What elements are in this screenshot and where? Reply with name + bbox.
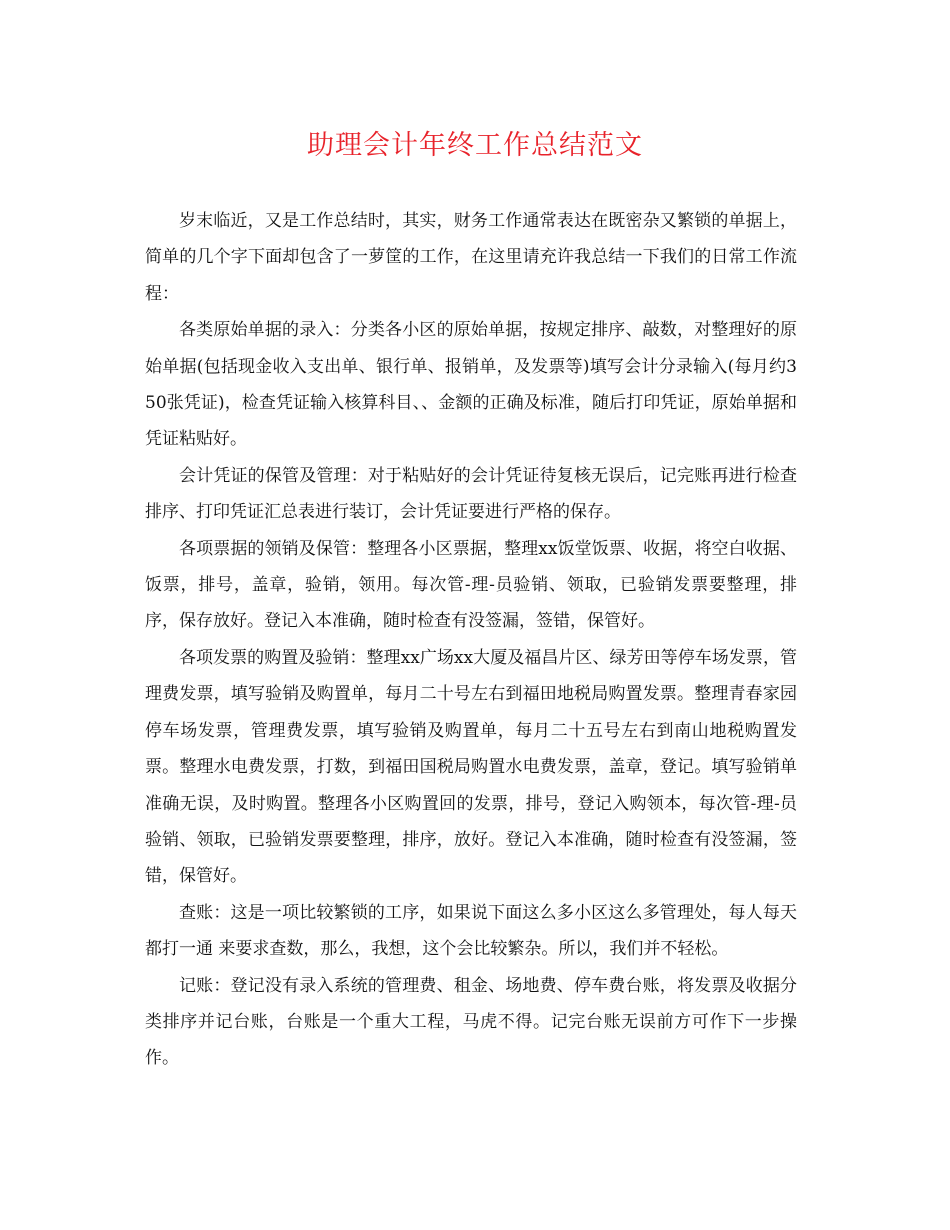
paragraph-bookkeeping: 记账：登记没有录入系统的管理费、租金、场地费、停车费台账，将发票及收据分类排序并记台账，台账是一个重大工程，马虎不得。记完台账无误前方可作下一步操作。: [145, 975, 797, 1069]
paragraph-account-inquiry: 查账：这是一项比较繁锁的工序，如果说下面这么多小区这么多管理处，每人每天都打一通 来要求查数，那么，我想，这个会比较繁杂。所以，我们并不轻松。: [145, 902, 797, 960]
paragraph-invoice-purchase: 各项发票的购置及验销：整理xx广场xx大厦及福昌片区、绿芳田等停车场发票，管理费发票，填写验销及购置单，每月二十号左右到福田地税局购置发票。整理青春家园停车场发票，管理费发票，填写验销及购置单，每月二十五号左右到南山地税购置发票。整理水电费发票，打数，到福田国税局购置水电费发票，盖章，登记。填写验销单准确无误，及时购置。整理各小区购置回的发票，排号，登记入购领本，每次管-理-员验销、领取，已验销发票要整理，排序，放好。登记入本准确，随时检查有没签漏，签错，保管好。: [145, 647, 797, 887]
document-title: 助理会计年终工作总结范文: [307, 130, 643, 161]
paragraph-intro: 岁末临近，又是工作总结时，其实，财务工作通常表达在既密杂又繁锁的单据上，简单的几个字下面却包含了一萝筐的工作，在这里请充许我总结一下我们的日常工作流程：: [145, 211, 797, 304]
paragraph-voucher-management: 会计凭证的保管及管理：对于粘贴好的会计凭证待复核无误后，记完账再进行检查排序、打印凭证汇总表进行装订，会计凭证要进行严格的保存。: [145, 465, 797, 523]
paragraph-document-entry: 各类原始单据的录入：分类各小区的原始单据，按规定排序、敲数，对整理好的原始单据(包括现金收入支出单、银行单、报销单，及发票等)填写会计分录输入(每月约350张凭证)，检查凭证输入核算科目、、金额的正确及标准，随后打印凭证，原始单据和凭证粘贴好。: [145, 320, 797, 450]
paragraph-receipt-management: 各项票据的领销及保管：整理各小区票据，整理xx饭堂饭票、收据，将空白收据、饭票，排号，盖章，验销，领用。每次管-理-员验销、领取，已验销发票要整理，排序，保存放好。登记入本准确，随时检查有没签漏，签错，保管好。: [145, 538, 797, 632]
document-body: [145, 203, 797, 1077]
